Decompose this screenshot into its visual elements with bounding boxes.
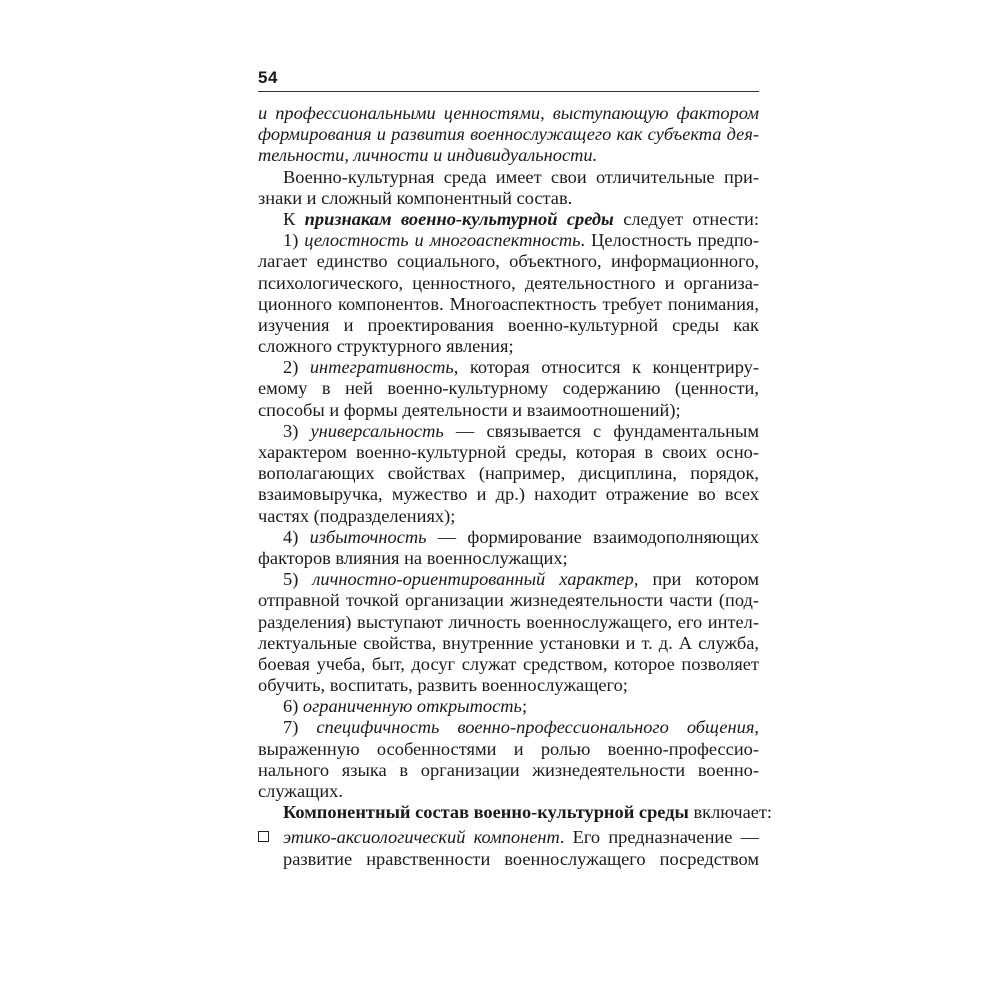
text-line: лектуальные свойства, внутренние установки и т. д. А служба, [258,632,759,653]
list-item-7 [258,717,759,738]
text-line: емому в ней военно-культурному содержанию (ценности, [258,378,759,399]
bullet-item [258,827,759,848]
text-line: тельности, личности и индивидуальности. [258,145,598,166]
text-run: , которая относится к концентриру- [453,357,760,378]
emphasis-term: специфичность военно-профессионального общения [316,717,755,738]
text-line: психологического, ценностного, деятельностного и организа- [258,272,759,293]
text-line: развитие нравственности военнослужащего посредством [283,848,759,869]
text-run: ; [521,696,528,717]
text-line [258,209,759,230]
text-line: и профессиональными ценностями, выступающую фактором [258,103,759,123]
text-line: вополагающих свойствах (например, дисциплина, порядок, [258,463,759,484]
list-item-5 [258,569,759,590]
body-text [258,103,773,870]
list-item-2 [258,357,759,378]
text-run: следует отнести: [613,208,759,229]
text-line: отправной точкой организации жизнедеятельности части (под- [258,590,759,611]
page-number: 54 [258,68,278,87]
text-run: — связывается с фундаментальным [443,420,760,441]
list-number: 2) [283,357,310,378]
text-run: — формирование взаимодополняющих [426,526,759,547]
list-number: 7) [283,717,317,738]
text-line: сложного структурного явления; [258,336,514,357]
emphasis-term: Компонентный состав военно-культурной среды [283,802,689,823]
text-line: взаимовыручка, мужество и др.) находит отражение во всех [258,484,759,505]
list-number: 4) [283,526,310,547]
list-number: 5) [283,569,313,590]
text-line: разделения) выступают личность военнослужащего, его интел- [258,611,759,632]
list-item-6 [258,696,759,717]
text-run: , при котором [633,569,759,590]
text-line: знаки и сложный компонентный состав. [258,187,573,208]
text-line: боевая учеба, быт, досуг служат средством, которое позволяет [258,653,759,674]
emphasis-term: избыточность [309,526,427,547]
text-run: К [283,208,305,229]
text-line: формирования и развития военнослужащего как субъекта дея- [258,124,759,145]
list-item-1 [258,230,759,251]
emphasis-term: универсальность [310,420,444,441]
list-item-3 [258,421,759,442]
emphasis-term: ограниченную открытость [302,696,522,717]
list-number: 1) [283,230,305,251]
text-line: нального языка в организации жизнедеятельности военно- [258,759,759,780]
text-line: изучения и проектирования военно-культурной среды как [258,314,759,335]
text-run: включает: [688,802,773,823]
text-line: способы и формы деятельности и взаимоотношений); [258,399,681,420]
list-number: 3) [283,420,311,441]
text-line: Военно-культурная среда имеет свои отличительные при- [283,166,759,187]
text-run: , [754,717,759,738]
emphasis-term: признакам военно-культурной среды [304,208,614,229]
text-line: обучить, воспитать, развить военнослужащего; [258,675,628,696]
text-run: . Его предназначение — [559,827,760,848]
checkbox-icon [258,831,269,842]
header-rule [258,91,759,92]
text-run: . Целостность предпо- [580,230,759,251]
text-line [258,802,773,823]
text-line: служащих. [258,781,343,801]
text-line: ционного компонентов. Многоаспектность требует понимания, [258,293,759,314]
text-line: лагает единство социального, объектного, информационного, [258,251,759,272]
text-line: выраженную особенностями и ролью военно-профессио- [258,738,759,759]
emphasis-term: личностно-ориентированный характер [312,569,634,590]
emphasis-term: этико-аксиологический компонент [283,827,560,848]
list-number: 6) [283,696,303,717]
text-line: характером военно-культурной среды, которая в своих осно- [258,442,759,462]
emphasis-term: интегративность [309,357,454,378]
text-line: частях (подразделениях); [258,505,456,526]
emphasis-term: целостность и многоаспектность [304,230,581,251]
list-item-4 [258,527,759,548]
text-line: факторов влияния на военнослужащих; [258,547,568,568]
